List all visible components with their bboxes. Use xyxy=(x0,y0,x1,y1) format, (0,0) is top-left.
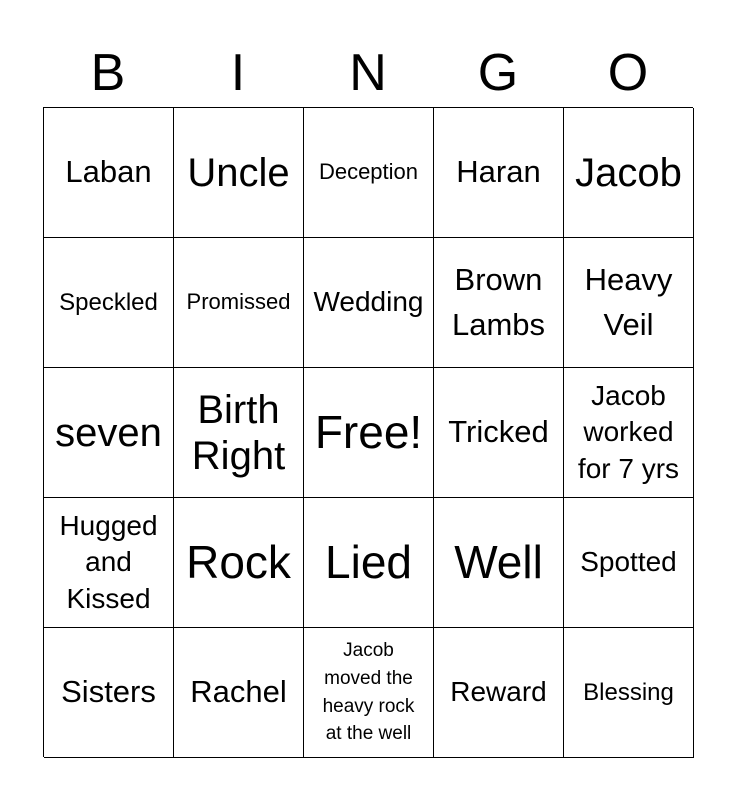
cell-text: Wedding xyxy=(313,286,424,318)
bingo-cell[interactable] xyxy=(434,498,564,628)
cell-text: Brown Lambs xyxy=(451,261,546,342)
cell-text: Uncle xyxy=(187,150,290,195)
free-space-cell[interactable] xyxy=(304,368,434,498)
cell-text: Deception xyxy=(318,159,419,185)
cell-text: Spotted xyxy=(580,546,677,578)
cell-text: Tricked xyxy=(448,414,549,450)
cell-text: Jacob xyxy=(575,150,682,195)
bingo-cell[interactable] xyxy=(434,108,564,238)
bingo-header xyxy=(43,40,693,106)
bingo-cell[interactable] xyxy=(564,368,694,498)
cell-text: Hugged and Kissed xyxy=(59,509,158,614)
cell-text: Lied xyxy=(325,536,412,589)
bingo-cell[interactable] xyxy=(434,628,564,758)
cell-text: Well xyxy=(454,536,543,589)
bingo-cell[interactable] xyxy=(174,498,304,628)
cell-text: Sisters xyxy=(61,674,156,710)
bingo-cell[interactable] xyxy=(434,368,564,498)
bingo-cell[interactable] xyxy=(564,628,694,758)
cell-text: Promissed xyxy=(186,289,291,315)
cell-text: Laban xyxy=(65,154,152,190)
cell-text: Speckled xyxy=(59,288,158,316)
header-letter-o: O xyxy=(607,44,649,102)
header-letter-b: B xyxy=(90,44,126,102)
bingo-cell[interactable] xyxy=(44,368,174,498)
cell-text: Heavy Veil xyxy=(584,261,673,342)
cell-text: Rock xyxy=(186,536,291,589)
cell-text: Jacob worked for 7 yrs xyxy=(577,379,680,484)
cell-text: Haran xyxy=(456,154,541,190)
bingo-cell[interactable] xyxy=(564,108,694,238)
bingo-cell[interactable] xyxy=(564,498,694,628)
cell-text: Blessing xyxy=(583,678,674,706)
bingo-cell[interactable] xyxy=(304,628,434,758)
bingo-cell[interactable] xyxy=(44,498,174,628)
bingo-cell[interactable] xyxy=(304,238,434,368)
bingo-cell[interactable] xyxy=(174,628,304,758)
cell-text: seven xyxy=(55,410,162,455)
header-letter-n: N xyxy=(349,44,387,102)
bingo-cell[interactable] xyxy=(174,108,304,238)
bingo-cell[interactable] xyxy=(174,238,304,368)
cell-text: Reward xyxy=(450,676,547,708)
bingo-card-grid xyxy=(43,107,693,757)
bingo-cell[interactable] xyxy=(174,368,304,498)
cell-text: Rachel xyxy=(190,674,287,710)
bingo-cell[interactable] xyxy=(564,238,694,368)
bingo-cell[interactable] xyxy=(304,108,434,238)
bingo-cell[interactable] xyxy=(44,628,174,758)
cell-text: Jacob moved the heavy rock at the well xyxy=(322,640,415,745)
bingo-cell[interactable] xyxy=(304,498,434,628)
bingo-cell[interactable] xyxy=(44,108,174,238)
bingo-cell[interactable] xyxy=(44,238,174,368)
free-space-text: Free! xyxy=(314,406,423,459)
header-letter-g: G xyxy=(477,44,519,102)
header-letter-i: I xyxy=(230,44,246,102)
bingo-cell[interactable] xyxy=(434,238,564,368)
cell-text: Birth Right xyxy=(191,387,286,478)
